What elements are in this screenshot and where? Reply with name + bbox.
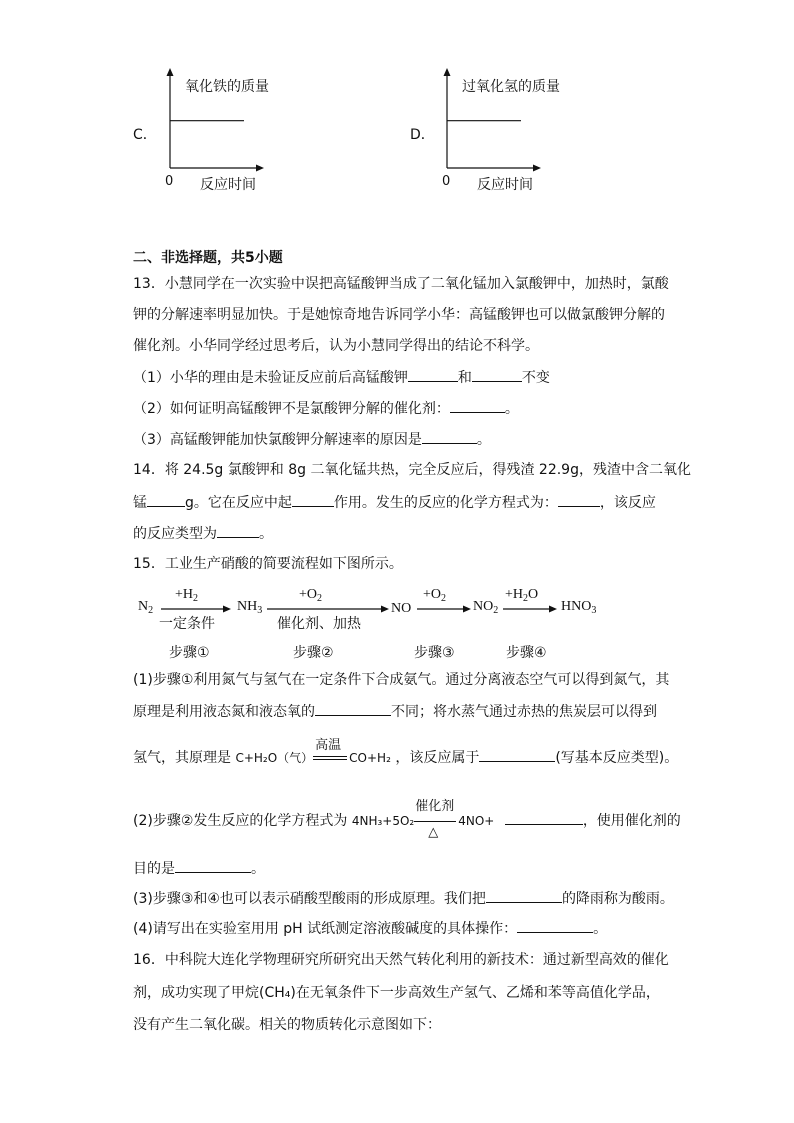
arrow2-bottom: 催化剂、加热 (277, 616, 361, 632)
answer-blank[interactable] (147, 492, 185, 507)
eq2-heat: △ (428, 824, 439, 840)
answer-blank[interactable] (175, 858, 251, 873)
flow-hno3: $HNO_3$ (561, 599, 597, 616)
answer-blank[interactable] (479, 747, 555, 762)
q16-line-1: 16．中科院大连化学物理研究所研究出天然气转化利用的新技术：通过新型高效的催化 (133, 952, 669, 968)
arrow2-top: $+O_2$ (299, 587, 323, 604)
q13-sub-1: （1）小华的理由是未验证反应前后高锰酸钾 和 不变 (133, 367, 550, 388)
graph-c-ylabel: 氧化铁的质量 (185, 79, 269, 95)
graph-c (130, 62, 290, 197)
flow-no: NO (391, 601, 412, 616)
q15-p1-line-2: 原理是利用液态氮和液态氧的 不同；将水蒸气通过赤热的焦炭层可以得到 (133, 701, 657, 722)
step-1-label: 步骤① (169, 645, 210, 661)
q13-line-2: 钾的分解速率明显加快。于是她惊奇地告诉同学小华：高锰酸钾也可以做氯酸钾分解的 (133, 307, 665, 323)
q13-line-1: 13．小慧同学在一次实验中误把高锰酸钾当成了二氧化锰加入氯酸钾中，加热时，氯酸 (133, 276, 669, 292)
x-axis-arrow (256, 165, 264, 172)
step-4-label: 步骤④ (506, 645, 547, 661)
step-3-label: 步骤③ (414, 645, 455, 661)
q15-p2-line: (2)步骤②发生反应的化学方程式为 4NH₃+5O₂ 催化剂 △ 4NO+ ，使用催化剂的 (133, 810, 681, 831)
arrow-3 (417, 604, 473, 614)
arrow1-top: $+H_2$ (175, 587, 199, 604)
option-c-label: C． (133, 127, 157, 143)
section-title: 二、非选择题，共5小题 (133, 250, 283, 266)
q15-p1-line-1: (1)步骤①利用氮气与氢气在一定条件下合成氨气。通过分离液态空气可以得到氮气，其 (133, 672, 670, 688)
q14-line-3: 的反应类型为 。 (133, 523, 273, 544)
flow-no2: $NO_2$ (473, 599, 499, 616)
flow-n2: $N_2$ (138, 599, 154, 616)
q16-line-3: 没有产生二氧化碳。相关的物质转化示意图如下： (133, 1017, 441, 1033)
answer-blank[interactable] (450, 398, 505, 413)
q15-intro: 15．工业生产硝酸的简要流程如下图所示。 (133, 556, 403, 572)
y-axis-arrow (167, 68, 174, 76)
answer-blank[interactable] (292, 492, 334, 507)
answer-blank[interactable] (315, 701, 391, 716)
arrow-4 (503, 604, 559, 614)
answer-blank[interactable] (517, 918, 593, 933)
flow-nh3: $NH_3$ (237, 599, 263, 616)
answer-blank[interactable] (486, 888, 562, 903)
graph-d (407, 62, 577, 197)
eq2-catalyst: 催化剂 (415, 798, 455, 814)
option-d-label: D． (410, 127, 435, 143)
y-axis-arrow (444, 68, 451, 76)
answer-blank[interactable] (505, 810, 583, 825)
q14-line-2: 锰 g。它在反应中起 作用。发生的反应的化学方程式为： ，该反应 (133, 492, 656, 513)
x-axis-arrow (533, 165, 541, 172)
graph-d-origin: 0 (442, 174, 451, 189)
step-2-label: 步骤② (293, 645, 334, 661)
answer-blank[interactable] (422, 429, 477, 444)
arrow1-bottom: 一定条件 (159, 616, 215, 632)
eq1-condition: 高温 (315, 737, 342, 753)
arrow4-top: $+H_2O$ (505, 587, 539, 604)
equation-1: C+H₂O（气） 高温 CO+H₂ (235, 737, 391, 765)
answer-blank[interactable] (217, 523, 259, 538)
answer-blank[interactable] (408, 367, 458, 382)
q13-sub-3: （3）高锰酸钾能加快氯酸钾分解速率的原因是 。 (133, 429, 491, 450)
graph-d-xlabel: 反应时间 (477, 177, 533, 193)
q16-line-2: 剂，成功实现了甲烷(CH₄)在无氧条件下一步高效生产氢气、乙烯和苯等高值化学品， (133, 985, 660, 1001)
answer-blank[interactable] (558, 492, 600, 507)
graph-c-xlabel: 反应时间 (200, 177, 256, 193)
graph-c-origin: 0 (165, 174, 174, 189)
arrow3-top: $+O_2$ (423, 587, 447, 604)
nitric-acid-flow-diagram (133, 585, 613, 663)
q15-p2-line-2: 目的是 。 (133, 858, 265, 879)
q14-line-1: 14．将 24.5g 氯酸钾和 8g 二氧化锰共热，完全反应后，得残渣 22.9g，残渣中含二氧化 (133, 462, 691, 478)
q13-line-3: 催化剂。小华同学经过思考后，认为小慧同学得出的结论不科学。 (133, 338, 539, 354)
answer-blank[interactable] (472, 367, 522, 382)
q15-p4-line: (4)请写出在实验室用用 pH 试纸测定溶液酸碱度的具体操作： 。 (133, 918, 607, 939)
q13-sub-2: （2）如何证明高锰酸钾不是氯酸钾分解的催化剂： 。 (133, 398, 519, 419)
equation-2: 4NH₃+5O₂ 催化剂 △ 4NO+ (352, 811, 495, 831)
q15-p1-line-3: 氢气，其原理是 C+H₂O（气） 高温 CO+H₂ ，该反应属于 (写基本反应类型)。 (133, 737, 679, 766)
q15-p3-line: (3)步骤③和④也可以表示硝酸型酸雨的形成原理。我们把 的降雨称为酸雨。 (133, 888, 674, 909)
graph-d-ylabel: 过氧化氢的质量 (462, 79, 560, 95)
